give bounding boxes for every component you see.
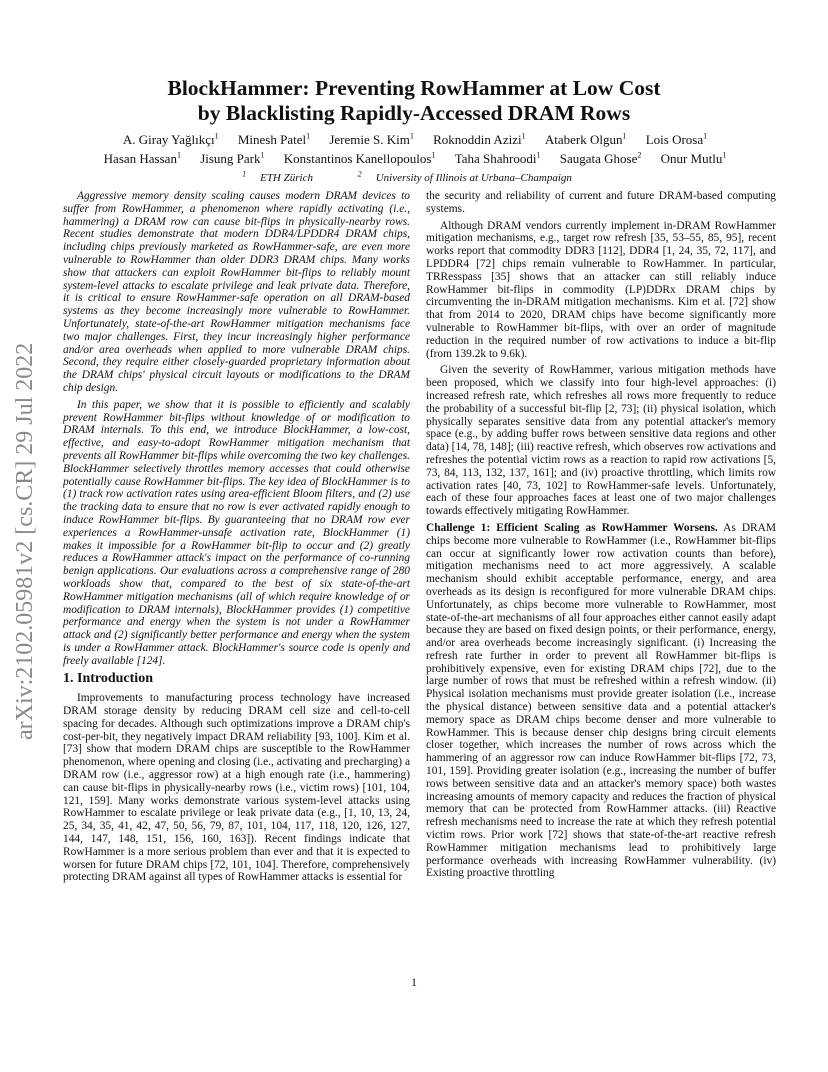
challenge-label: Challenge 1: Efficient Scaling as RowHammer Worsens. <box>426 521 718 534</box>
abstract <box>63 190 410 667</box>
page-number: 1 <box>411 975 417 989</box>
title-line-2: by Blacklisting Rapidly-Accessed DRAM Rows <box>197 101 631 125</box>
challenge-text: As DRAM chips become more vulnerable to RowHammer (i.e., RowHammer bit-flips can occur at significantly lower row activation counts than before), mitigation mechanisms need to act more aggressively. A scalable mechanism should exhibit acceptable performance, energy, and area overheads as its design is reconfigured for more vulnerable DRAM chips. Unfortunately, as chips become more vulnerable to RowHammer, most state-of-the-art mechanisms of all four approaches either cannot easily adapt because they are based on fixed design points, or their performance, energy, and/or area overheads become increasingly significant. (i) Increasing the refresh rate further in order to prevent all RowHammer bit-flips is prohibitively expensive, even for existing DRAM chips [72], due to the large number of rows that must be refreshed within a refresh window. (ii) Physical isolation mechanisms must provide greater isolation (i.e., increase the physical distance) between sensitive data and a potential attacker's memory space as DRAM chips become denser and more vulnerable to RowHammer. This is because denser chip designs bring circuit elements closer together, which increases the number of rows across which the hammering of an aggressor row can induce RowHammer bit-flips [72, 73, 101, 159]. Providing greater isolation (e.g., increasing the number of buffer rows between sensitive data and an attacker's memory space) both wastes increasing amounts of memory capacity and reduces the fraction of physical memory that can be protected from RowHammer attacks. (iii) Reactive refresh mechanisms need to increase the rate at which they refresh potential victim rows. Prior work [72] shows that state-of-the-art reactive refresh RowHammer mitigation mechanisms lead to prohibitively large performance overheads with increasing RowHammer vulnerability. (iv) Existing proactive throttling <box>426 521 777 880</box>
paper-title <box>0 76 828 126</box>
section-heading: 1. Introduction <box>63 671 153 687</box>
author: Taha Shahroodi$^1$ <box>454 150 541 166</box>
author: Saugata Ghose$^2$ <box>559 150 642 166</box>
abstract-paragraph: Aggressive memory density scaling causes modern DRAM devices to suffer from RowHammer, a phenomenon where rapidly activating (i.e., hammering) a DRAM row can cause bit-flips in physically-nearby rows. Recent studies demonstrate that modern DDR4/LPDDR4 DRAM chips, including chips previously marketed as RowHammer-safe, are even more vulnerable to RowHammer than older DDR3 DRAM chips. Many works show that attackers can exploit RowHammer bit-flips to reliably mount system-level attacks to escalate privilege and leak private data. Therefore, it is critical to ensure RowHammer-safe operation on all DRAM-based systems as they become increasingly more vulnerable to RowHammer. Unfortunately, state-of-the-art RowHammer mitigation mechanisms face two major challenges. First, they incur increasingly higher performance and/or area overheads when applied to more vulnerable DRAM chips. Second, they require either closely-guarded proprietary information about the DRAM chips' physical circuit layouts or modifications to the DRAM chip design. <box>63 190 410 394</box>
author: Ataberk Olgun$^1$ <box>544 131 627 147</box>
body-paragraph: Improvements to manufacturing process technology have increased DRAM storage density by reducing DRAM cell size and cell-to-cell spacing for decades. Although such optimizations improve a DRAM chip's cost-per-bit, they negatively impact DRAM reliability [93, 100]. Kim et al. [73] show that modern DRAM chips are susceptible to the RowHammer phenomenon, where opening and closing (i.e., activating and precharging) a DRAM row (i.e., aggressor row) at a high enough rate (i.e., hammering) can cause bit-flips in physically-nearby rows (i.e., victim rows) [101, 104, 121, 159]. Many works demonstrate various system-level attacks using RowHammer to escalate privilege or leak private data (e.g., [1, 10, 13, 24, 25, 34, 35, 41, 42, 47, 50, 56, 79, 87, 101, 104, 117, 118, 120, 126, 127, 144, 147, 148, 151, 156, 160, 163]). Recent findings indicate that RowHammer is a more serious problem than ever and that it is expected to worsen for future DRAM chips [72, 101, 104]. Therefore, comprehensively protecting DRAM against all types of RowHammer attacks is essential for <box>63 692 410 884</box>
challenge-paragraph <box>426 522 776 880</box>
author: Minesh Patel$^1$ <box>237 131 311 147</box>
arxiv-identifier: arXiv:2102.05981v2 [cs.CR] 29 Jul 2022 <box>12 342 38 740</box>
author: Jeremie S. Kim$^1$ <box>329 131 414 147</box>
body-paragraph: the security and reliability of current and future DRAM-based computing systems. <box>426 190 776 215</box>
left-column <box>63 190 410 888</box>
author: Lois Orosa$^1$ <box>645 131 708 147</box>
author: Konstantinos Kanellopoulos$^1$ <box>283 150 436 166</box>
body-paragraph: Given the severity of RowHammer, various mitigation methods have been proposed, which we classify into four high-level approaches: (i) increased refresh rate, which refreshes all rows more frequently to reduce the probability of a successful bit-flip [2, 73]; (ii) physical isolation, which physically separates sensitive data from any potential attacker's memory space (e.g., by adding buffer rows between sensitive data regions and other data) [14, 78, 148]; (iii) reactive refresh, which observes row activations and refreshes the potential victim rows as a reaction to rapid row activations [5, 73, 84, 113, 132, 137, 161]; and (iv) proactive throttling, which limits row activation rates [40, 73, 102] to RowHammer-safe levels. Unfortunately, each of these four approaches faces at least one of two major challenges towards effectively mitigating RowHammer. <box>426 364 776 518</box>
affiliation: $^1$ ETH Zürich <box>242 169 313 184</box>
author: A. Giray Yağlıkçı$^1$ <box>122 131 219 147</box>
author: Roknoddin Azizi$^1$ <box>433 131 526 147</box>
author: Jisung Park$^1$ <box>200 150 265 166</box>
author-row-1 <box>40 132 790 148</box>
affiliations <box>0 169 828 184</box>
abstract-paragraph: In this paper, we show that it is possible to efficiently and scalably prevent RowHammer bit-flips without knowledge of or modification to DRAM internals. To this end, we introduce BlockHammer, a low-cost, effective, and easy-to-adopt RowHammer mitigation mechanism that prevents all RowHammer bit-flips while overcoming the two key challenges. BlockHammer selectively throttles memory accesses that could otherwise potentially cause RowHammer bit-flips. The key idea of BlockHammer is to (1) track row activation rates using area-efficient Bloom filters, and (2) use the tracking data to ensure that no row is ever activated rapidly enough to induce RowHammer bit-flips. By guaranteeing that no DRAM row ever experiences a RowHammer-unsafe activation rate, BlockHammer (1) makes it impossible for a RowHammer bit-flip to occur and (2) greatly reduces a RowHammer attack's impact on the performance of co-running benign applications. Our evaluations across a comprehensive range of 280 workloads show that, compared to the best of six state-of-the-art RowHammer mitigation mechanisms (all of which require knowledge of or modification to DRAM internals), BlockHammer provides (1) competitive performance and energy when the system is not under a RowHammer attack and (2) significantly better performance and energy when the system is under a RowHammer attack. BlockHammer's source code is openly and freely available [124]. <box>63 398 410 667</box>
body-paragraph: Although DRAM vendors currently implement in-DRAM RowHammer mitigation mechanisms, e.g., target row refresh [35, 53–55, 85, 95], recent works report that commodity DDR3 [112], DDR4 [1, 24, 35, 72, 117], and LPDDR4 [72] chips remain vulnerable to RowHammer. In particular, TRResspass [35] shows that an attacker can still reliably induce RowHammer bit-flips in commodity (LP)DDRx DRAM chips by circumventing the in-DRAM mitigation mechanisms. Kim et al. [72] show that from 2014 to 2020, DRAM chips have become significantly more vulnerable to RowHammer bit-flips, with over an order of magnitude reduction in the required number of row activations to induce a bit-flip (from 139.2k to 9.6k). <box>426 219 776 360</box>
affiliation: $^2$ University of Illinois at Urbana–Champaign <box>357 169 572 184</box>
author: Onur Mutlu$^1$ <box>660 150 727 166</box>
right-column <box>426 190 776 884</box>
title-line-1: BlockHammer: Preventing RowHammer at Low Cost <box>167 76 661 100</box>
author: Hasan Hassan$^1$ <box>103 150 181 166</box>
author-row-2 <box>40 151 790 167</box>
